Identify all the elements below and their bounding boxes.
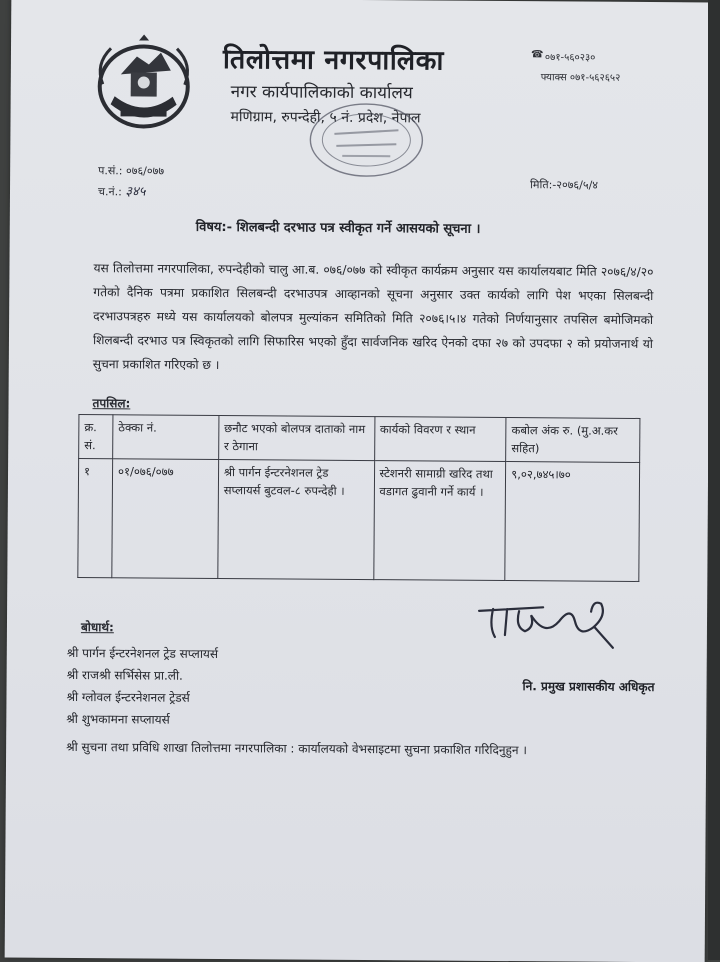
cc-recipient: श्री पार्गन ईन्टरनेशनल ट्रेड सप्लायर्स	[67, 644, 218, 662]
table-cell: श्री पार्गन ईन्टरनेशनल ट्रेड सप्लायर्स बुटवल-८ रुपन्देही ।	[218, 460, 375, 580]
table-header-row	[79, 415, 640, 463]
table-header-cell: क्र. सं.	[79, 415, 113, 459]
table-header-cell: छनौट भएको बोलपत्र दाताको नाम र ठेगाना	[218, 416, 374, 461]
cc-recipient: श्री शुभकामना सप्लायर्स	[66, 710, 170, 728]
phone-number: ०७१-५६०२३०	[545, 49, 596, 63]
nepal-emblem-icon	[90, 34, 197, 131]
table-header-cell: ठेक्का नं.	[113, 415, 219, 460]
patra-sankhya: प.सं.: ०७६/०७७	[98, 163, 164, 178]
letter-subject: विषय:- शिलबन्दी दरभाउ पत्र स्वीकृत गर्ने आसयको सूचना ।	[196, 217, 481, 237]
chalani-number: च.नं.: ३४५	[98, 181, 146, 199]
office-subtitle: नगर कार्यपालिकाको कार्यालय	[231, 79, 413, 103]
table-cell: ९,०२,७४५।७०	[505, 462, 640, 582]
letter-date: मिति:-२०७६/५/४	[530, 177, 598, 192]
signer-title: नि. प्रमुख प्रशासकीय अधिकृत	[523, 677, 655, 695]
cc-recipient: श्री ग्लोवल ईन्टरनेशनल ट्रेडर्स	[66, 688, 189, 706]
cc-recipient: श्री राजश्री सर्भिसेस प्रा.ली.	[67, 666, 183, 684]
letter-body: यस तिलोत्तमा नगरपालिका, रुपन्देहीको चालु आ.ब. ०७६/०७७ को स्वीकृत कार्यक्रम अनुसार यस कार्यालयबाट मिति २०७६/४/२० गतेको दैनिक पत्रमा प्रकाशित सिलबन्दी दरभाउपत्र आव्हानको सूचना अनुसार उक्त कार्यको लागि पेश भएका सिलबन्दी दरभाउपत्रहरु मध्ये यस कार्यालयको बोलपत्र मुल्यांकन समितिको मिति २०७६।५।४ गतेको निर्णयानुसार तपसिल बमोजिमको शिलबन्दी दरभाउ पत्र स्विकृतको लागि सिफारिस भएको हुँदा सार्वजनिक खरिद ऐनको दफा २७ को उपदफा २ को प्रयोजनार्थ यो सुचना प्रकाशित गरिएको छ ।	[93, 256, 654, 380]
table-cell: ०१/०७६/०७७	[112, 459, 219, 579]
signature-icon	[475, 597, 625, 658]
office-stamp-icon	[306, 100, 427, 181]
background-edge	[708, 0, 720, 960]
table-header-cell: कार्यको विवरण र स्थान	[374, 417, 506, 462]
contract-table	[77, 414, 640, 582]
cc-recipient: श्री सुचना तथा प्रविधि शाखा तिलोत्तमा नगरपालिका : कार्यालयको वेभसाइटमा सुचना प्रकाशित गरिदिनुहुन ।	[66, 736, 646, 762]
table-cell: स्टेशनरी सामाग्री खरिद तथा वडागत ढुवानी गर्ने कार्य ।	[373, 461, 506, 581]
tapasil-label: तपसिल:	[92, 394, 130, 411]
phone-icon: ☎	[531, 49, 544, 60]
table-cell: १	[78, 459, 113, 578]
table-header-cell: कबोल अंक रु. (मु.अ.कर सहित)	[506, 418, 640, 463]
letter-page	[5, 0, 712, 962]
office-title: तिलोत्तमा नगरपालिका	[223, 39, 444, 78]
fax-number: फ्याक्स ०७१-५६२६५२	[541, 69, 621, 84]
office-address: मणिग्राम, रुपन्देही, ५ नं. प्रदेश, नेपाल	[230, 107, 420, 127]
bodhartha-label: बोधार्थ:	[81, 618, 114, 635]
table-row	[78, 459, 640, 582]
